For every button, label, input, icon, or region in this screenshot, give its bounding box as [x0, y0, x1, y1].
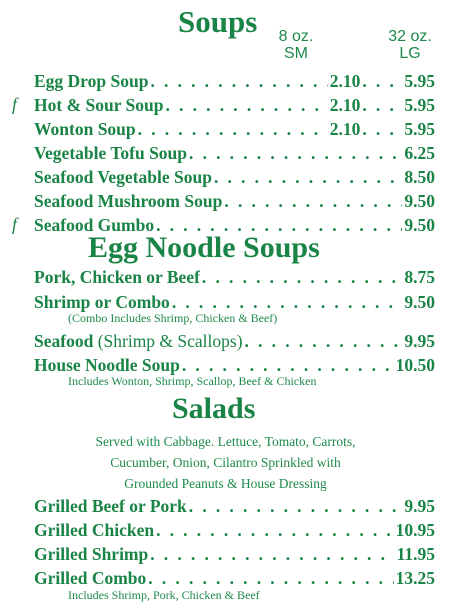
- menu-item: [34, 119, 435, 139]
- dot-leader: [156, 520, 394, 540]
- menu-item: [34, 71, 435, 91]
- size-large-oz: 32 oz.: [388, 28, 432, 45]
- item-name: House Noodle Soup: [34, 355, 180, 375]
- dot-leader: [189, 143, 402, 163]
- dot-leader: [214, 167, 402, 187]
- description-line: Grounded Peanuts & House Dressing: [124, 476, 327, 491]
- price-small: 2.10: [329, 71, 361, 91]
- dot-leader: [362, 95, 402, 115]
- price-large: 5.95: [404, 119, 435, 139]
- price: 9.50: [404, 292, 435, 312]
- item-name: Pork, Chicken or Beef: [34, 267, 200, 287]
- size-small-header: [272, 28, 320, 62]
- dot-leader: [362, 71, 402, 91]
- item-name: Grilled Chicken: [34, 520, 155, 540]
- price: 9.95: [404, 496, 435, 516]
- hot-spicy-icon: f: [12, 94, 18, 114]
- price-small: 2.10: [329, 95, 361, 115]
- item-name: Grilled Shrimp: [34, 544, 149, 564]
- item-name: Grilled Beef or Pork: [34, 496, 187, 516]
- item-name: Hot & Sour Soup: [34, 95, 164, 115]
- dot-leader: [189, 496, 403, 516]
- salads-title: Salads: [172, 392, 256, 425]
- menu-item: [34, 191, 435, 211]
- item-name: Wonton Soup: [34, 119, 136, 139]
- menu-item: [34, 544, 435, 564]
- item-note: Includes Shrimp, Pork, Chicken & Beef: [68, 588, 260, 602]
- price: 10.50: [395, 355, 435, 375]
- price-large: 5.95: [404, 95, 435, 115]
- dot-leader: [362, 119, 402, 139]
- description-line: Cucumber, Onion, Cilantro Sprinkled with: [110, 455, 341, 470]
- menu-item: [34, 95, 435, 115]
- dot-leader: [224, 191, 402, 211]
- soups-title: Soups: [178, 4, 258, 39]
- item-name-extra: (Shrimp & Scallops): [97, 331, 243, 351]
- item-note: (Combo Includes Shrimp, Chicken & Beef): [68, 311, 278, 325]
- item-name-main: Seafood: [34, 331, 94, 351]
- hot-spicy-icon: f: [12, 214, 18, 234]
- menu-item: [34, 331, 435, 351]
- price: 11.95: [396, 544, 435, 564]
- price-large: 9.50: [404, 191, 435, 211]
- item-name: [34, 331, 243, 351]
- item-name: Vegetable Tofu Soup: [34, 143, 188, 163]
- dot-leader: [202, 267, 402, 287]
- price: 10.95: [395, 520, 435, 540]
- price: 9.95: [404, 331, 435, 351]
- description-line: Served with Cabbage. Lettuce, Tomato, Carrots,: [95, 434, 356, 449]
- menu-item: [34, 267, 435, 287]
- menu-item: [34, 496, 435, 516]
- size-small-label: SM: [284, 45, 308, 62]
- price-small: 2.10: [329, 119, 361, 139]
- item-name: Egg Drop Soup: [34, 71, 149, 91]
- price: 8.75: [404, 267, 435, 287]
- size-large-header: [382, 28, 438, 62]
- dot-leader: [166, 95, 328, 115]
- menu-item: [34, 143, 435, 163]
- item-name: Shrimp or Combo: [34, 292, 170, 312]
- salads-description: [0, 431, 451, 494]
- menu-item: [34, 355, 435, 375]
- item-name: Seafood Gumbo: [34, 215, 155, 235]
- dot-leader: [138, 119, 328, 139]
- egg-noodle-title: Egg Noodle Soups: [88, 231, 320, 264]
- item-note: Includes Wonton, Shrimp, Scallop, Beef & Chicken: [68, 374, 317, 388]
- menu-item: [34, 167, 435, 187]
- size-small-oz: 8 oz.: [278, 28, 314, 45]
- price-large: 9.50: [404, 215, 435, 235]
- price-large: 8.50: [404, 167, 435, 187]
- price-large: 5.95: [404, 71, 435, 91]
- dot-leader: [148, 568, 393, 588]
- dot-leader: [150, 71, 327, 91]
- menu-item: [34, 292, 435, 312]
- price-large: 6.25: [404, 143, 435, 163]
- dot-leader: [245, 331, 403, 351]
- item-name: Grilled Combo: [34, 568, 147, 588]
- dot-leader: [150, 544, 394, 564]
- dot-leader: [182, 355, 394, 375]
- size-large-label: LG: [399, 45, 421, 62]
- item-name: Seafood Mushroom Soup: [34, 191, 223, 211]
- menu-item: [34, 568, 435, 588]
- dot-leader: [172, 292, 403, 312]
- price: 13.25: [395, 568, 435, 588]
- item-name: Seafood Vegetable Soup: [34, 167, 212, 187]
- menu-item: [34, 520, 435, 540]
